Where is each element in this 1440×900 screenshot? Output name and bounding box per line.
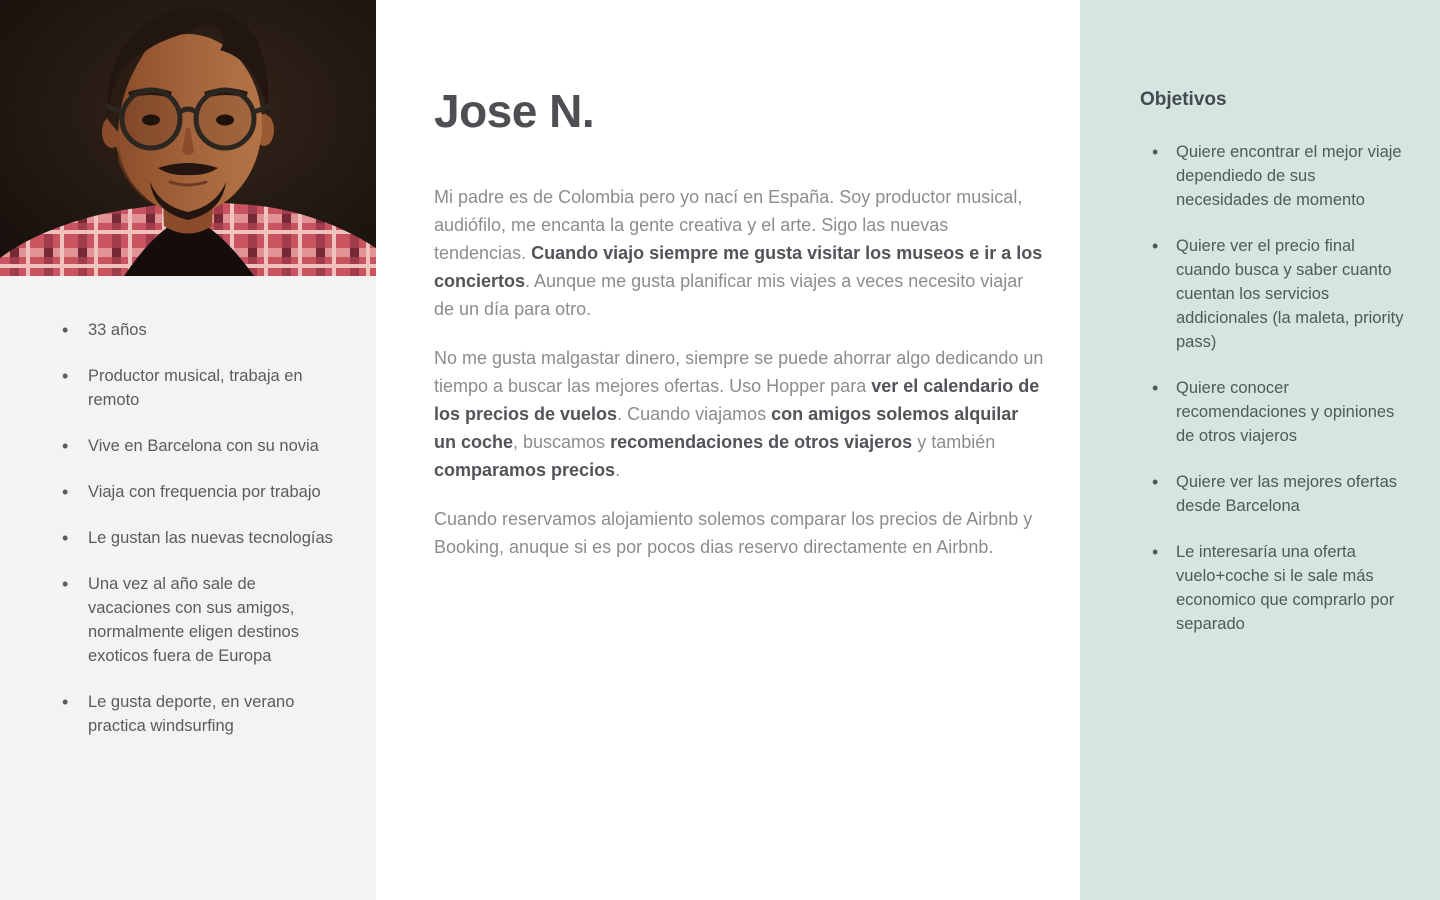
list-item: • Le interesaría una oferta vuelo+coche si le sale más economico que comprarlo por separado xyxy=(1152,540,1404,636)
list-item: • Quiere ver las mejores ofertas desde Barcelona xyxy=(1152,470,1404,518)
portrait-illustration xyxy=(0,0,376,276)
portrait-photo xyxy=(0,0,376,276)
bio-paragraph: No me gusta malgastar dinero, siempre se puede ahorrar algo dedicando un tiempo a buscar las mejores ofertas. Uso Hopper para ver el calendario de los precios de vuelos. Cuando viajamos con amigos solemos alquilar un coche, buscamos recomendaciones de otros viajeros y también comparamos precios. xyxy=(434,348,1044,480)
list-item: • Quiere encontrar el mejor viaje dependiedo de sus necesidades de momento xyxy=(1152,140,1404,212)
objectives-heading: Objetivos xyxy=(1140,89,1227,110)
list-item: • Le gusta deporte, en verano practica windsurfing xyxy=(62,690,338,738)
list-item: • Viaja con frequencia por trabajo xyxy=(62,480,338,504)
list-item: • Productor musical, trabaja en remoto xyxy=(62,364,338,412)
list-item: • Vive en Barcelona con su novia xyxy=(62,434,338,458)
list-item: • Le gustan las nuevas tecnologías xyxy=(62,526,338,550)
list-item: • Quiere conocer recomendaciones y opiniones de otros viajeros xyxy=(1152,376,1404,448)
list-item: • Quiere ver el precio final cuando busca y saber cuanto cuentan los servicios addicionales (la maleta, priority pass) xyxy=(1152,234,1404,354)
objectives-list xyxy=(1080,140,1440,636)
list-item: • Una vez al año sale de vacaciones con sus amigos, normalmente eligen destinos exoticos fuera de Europa xyxy=(62,572,338,668)
list-item: • 33 años xyxy=(62,318,338,342)
facts-list xyxy=(0,276,376,738)
main-content xyxy=(376,0,1080,900)
left-sidebar xyxy=(0,0,376,900)
page-title: Jose N. xyxy=(434,85,595,137)
bio-paragraph: Mi padre es de Colombia pero yo nací en España. Soy productor musical, audiófilo, me encanta la gente creativa y el arte. Sigo las nuevas tendencias. Cuando viajo siempre me gusta visitar los museos e ir a los conciertos. Aunque me gusta planificar mis viajes a veces necesito viajar de un día para otro. xyxy=(434,187,1043,319)
bio-paragraph: Cuando reservamos alojamiento solemos comparar los precios de Airbnb y Booking, anuque si es por pocos dias reservo directamente en Airbnb. xyxy=(434,509,1033,557)
objectives-panel xyxy=(1080,0,1440,900)
bio-paragraphs xyxy=(434,183,1044,561)
